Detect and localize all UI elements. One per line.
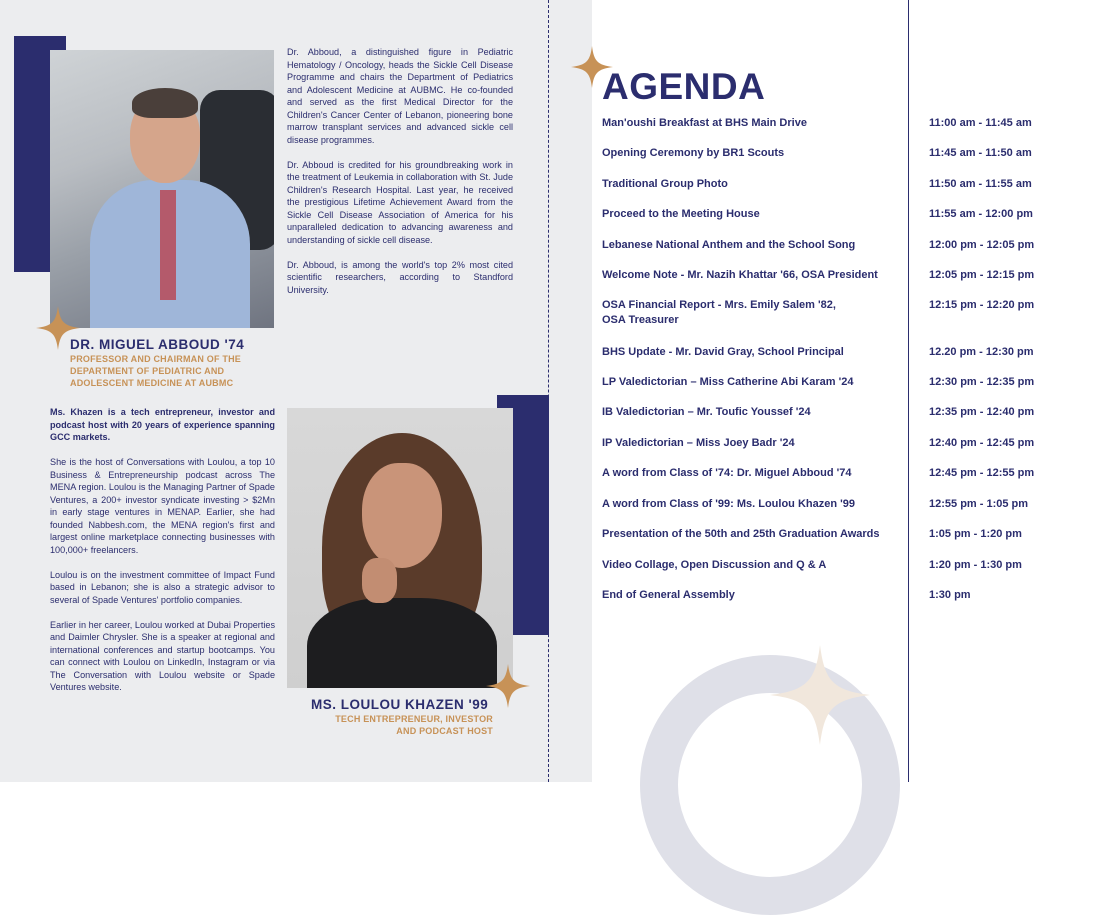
agenda-item-time: 11:00 am - 11:45 am xyxy=(929,117,1032,129)
agenda-item-label: Video Collage, Open Discussion and Q & A xyxy=(602,559,827,571)
sparkle-icon xyxy=(486,664,530,708)
role-line: PROFESSOR AND CHAIRMAN OF THE xyxy=(70,354,241,364)
agenda-item-time: 12.20 pm - 12:30 pm xyxy=(929,346,1034,358)
agenda-item-time: 12:05 pm - 12:15 pm xyxy=(929,269,1035,281)
agenda-item-label: Man'oushi Breakfast at BHS Main Drive xyxy=(602,117,807,129)
agenda-item-time: 12:30 pm - 12:35 pm xyxy=(929,376,1035,388)
bio-paragraph: She is the host of Conversations with Loulou, a top 10 Business & Entrepreneurship podcast across The MENA region. Loulou is the Managing Partner of Spade Ventures, a 200+ investor syndicate investing > $2Mn in early stage ventures in MENAP. Earlier, she had founded Nabbesh.com, the MENA region's first and largest online marketplace connecting businesses with 100,000+ freelancers. xyxy=(50,457,275,555)
bio-paragraph: Dr. Abboud is credited for his groundbreaking work in the treatment of Leukemia in collaboration with St. Jude Children's Research Hospital. Last year, he received the prestigious Lifetime Achievement Award from the Sickle Cell Disease Association of America for his unparalleled dedication to advancing awareness and understanding of sickle cell disease. xyxy=(287,159,513,245)
agenda-item-label: Welcome Note - Mr. Nazih Khattar '66, OSA President xyxy=(602,269,878,281)
bio-paragraph: Earlier in her career, Loulou worked at Dubai Properties and Daimler Chrysler. She is a speaker at regional and international conferences and startup bootcamps. You can connect with Loulou on LinkedIn, Instagram or via The Conversation with Loulou website or Spade Ventures website. xyxy=(50,619,275,692)
agenda-item-label: A word from Class of '74: Dr. Miguel Abboud '74 xyxy=(602,467,852,479)
agenda-item-label: End of General Assembly xyxy=(602,589,735,601)
bio-intro: Ms. Khazen is a tech entrepreneur, investor and podcast host with 20 years of experience spanning GCC markets. xyxy=(50,407,275,442)
agenda-item-time: 1:30 pm xyxy=(929,589,971,601)
agenda-item-label: Proceed to the Meeting House xyxy=(602,208,760,220)
agenda-item-label: Opening Ceremony by BR1 Scouts xyxy=(602,147,785,159)
agenda-item-label: BHS Update - Mr. David Gray, School Principal xyxy=(602,346,844,358)
bio-paragraph: Loulou is on the investment committee of Impact Fund based in Lebanon; she is also a strategic advisor to several of Spade Ventures' portfolio companies. xyxy=(50,569,275,605)
bio-paragraph: Dr. Abboud, a distinguished figure in Pediatric Hematology / Oncology, heads the Sickle Cell Disease Programme and chairs the Department of Pediatrics and Adolescent Medicine at AUBMC. He co-founded and served as the first Medical Director for the Children's Cancer Center of Lebanon, pioneering bone marrow transplant services and advanced sickle cell disease programmes. xyxy=(287,47,513,145)
agenda-item-label: LP Valedictorian – Miss Catherine Abi Karam '24 xyxy=(602,376,854,388)
role-line: TECH ENTREPRENEUR, INVESTOR xyxy=(335,714,493,724)
agenda-item-label: Presentation of the 50th and 25th Graduation Awards xyxy=(602,528,880,540)
agenda-item-label: Lebanese National Anthem and the School Song xyxy=(602,239,856,251)
agenda-item-time: 11:55 am - 12:00 pm xyxy=(929,208,1033,220)
speaker2-name: MS. LOULOU KHAZEN '99 xyxy=(311,697,489,712)
speaker2-bio xyxy=(50,406,275,706)
speaker2-photo xyxy=(287,408,513,688)
agenda-item-time: 12:45 pm - 12:55 pm xyxy=(929,467,1035,479)
agenda-item-label: Traditional Group Photo xyxy=(602,178,728,190)
agenda-item-time: 11:50 am - 11:55 am xyxy=(929,178,1032,190)
agenda-item-label: OSA Financial Report - Mrs. Emily Salem '82, OSA Treasurer xyxy=(602,299,836,326)
agenda-item-time: 12:00 pm - 12:05 pm xyxy=(929,239,1035,251)
speaker1-photo xyxy=(50,50,274,328)
agenda-item-time: 12:15 pm - 12:20 pm xyxy=(929,299,1035,311)
speaker1-role xyxy=(70,353,241,389)
role-line: AND PODCAST HOST xyxy=(396,726,493,736)
agenda-item-label: A word from Class of '99: Ms. Loulou Khazen '99 xyxy=(602,498,855,510)
agenda-item-label: IP Valedictorian – Miss Joey Badr '24 xyxy=(602,437,795,449)
agenda-item-time: 11:45 am - 11:50 am xyxy=(929,147,1032,159)
agenda-item-time: 12:35 pm - 12:40 pm xyxy=(929,406,1035,418)
speaker2-role xyxy=(328,713,493,737)
bio-paragraph: Dr. Abboud, is among the world's top 2% most cited scientific researchers, according to Standford University. xyxy=(287,259,513,295)
speaker1-name: DR. MIGUEL ABBOUD '74 xyxy=(70,337,245,352)
agenda-item-time: 12:55 pm - 1:05 pm xyxy=(929,498,1029,510)
fold-line xyxy=(548,0,549,782)
agenda-item-time: 1:05 pm - 1:20 pm xyxy=(929,528,1022,540)
agenda-item-time: 1:20 pm - 1:30 pm xyxy=(929,559,1022,571)
speaker1-bio xyxy=(287,46,513,309)
agenda-item-label: IB Valedictorian – Mr. Toufic Youssef '24 xyxy=(602,406,811,418)
sparkle-icon xyxy=(770,645,870,745)
role-line: ADOLESCENT MEDICINE AT AUBMC xyxy=(70,378,234,388)
agenda-title: AGENDA xyxy=(602,66,766,107)
agenda-item-time: 12:40 pm - 12:45 pm xyxy=(929,437,1035,449)
role-line: DEPARTMENT OF PEDIATRIC AND xyxy=(70,366,225,376)
